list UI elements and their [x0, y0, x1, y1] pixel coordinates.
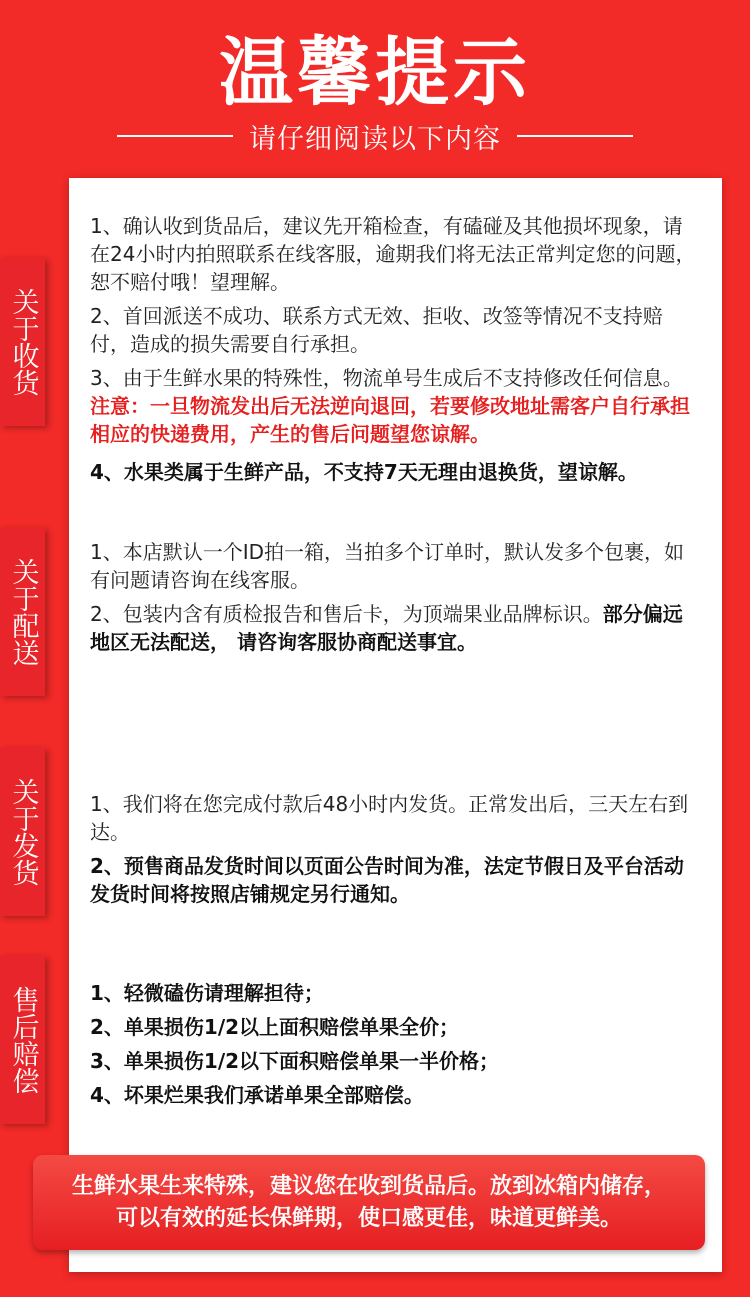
aftersale-item-2: 2、单果损伤1/2以上面积赔偿单果全价； — [90, 1015, 460, 1039]
receipt-item-3-text: 3、由于生鲜水果的特殊性，物流单号生成后不支持修改任何信息。 — [90, 366, 683, 390]
tab-shipping: 关于发货 — [0, 748, 45, 916]
divider-right — [517, 135, 633, 137]
storage-note-line-2: 可以有效的延长保鲜期，使口感更佳，味道更鲜美。 — [115, 1205, 622, 1231]
receipt-item-3-warning: 注意：一旦物流发出后无法逆向退回，若要修改地址需客户自行承担相应的快递费用，产生的售后问题望您谅解。 — [90, 394, 690, 446]
divider-left — [117, 135, 233, 137]
receipt-item-1: 1、确认收到货品后，建议先开箱检查，有磕碰及其他损坏现象，请在24小时内拍照联系在线客服，逾期我们将无法正常判定您的问题，恕不赔付哦！望理解。 — [90, 214, 696, 294]
storage-note-line-1: 生鲜水果生来特殊，建议您在收到货品后。放到冰箱内储存， — [71, 1173, 666, 1199]
tab-aftersale: 售后赔偿 — [0, 956, 45, 1124]
receipt-item-2: 2、首回派送不成功、联系方式无效、拒收、改签等情况不支持赔付，造成的损失需要自行承担。 — [90, 304, 663, 356]
section-receipt — [90, 212, 700, 492]
section-delivery — [90, 538, 700, 662]
shipping-item-2: 2、预售商品发货时间以页面公告时间为准，法定节假日及平台活动发货时间将按照店铺规定另行通知。 — [90, 854, 684, 906]
tab-receipt: 关于收货 — [0, 258, 45, 426]
aftersale-item-4: 4、坏果烂果我们承诺单果全部赔偿。 — [90, 1083, 424, 1107]
page-subtitle: 请仔细阅读以下内容 — [249, 123, 501, 155]
shipping-item-1: 1、我们将在您完成付款后48小时内发货。正常发出后，三天左右到达。 — [90, 792, 689, 844]
delivery-item-2-notice: 部分偏远地区无法配送， 请咨询客服协商配送事宜。 — [90, 602, 683, 654]
page-title: 温馨提示 — [219, 30, 531, 116]
section-aftersale — [90, 976, 700, 1112]
delivery-item-2-text: 2、包装内含有质检报告和售后卡，为顶端果业品牌标识。 — [90, 602, 603, 626]
subtitle-row — [0, 116, 750, 156]
delivery-item-2 — [90, 600, 700, 656]
receipt-item-3 — [90, 364, 700, 448]
section-shipping — [90, 790, 700, 914]
storage-note-banner — [33, 1155, 705, 1250]
aftersale-item-3: 3、单果损伤1/2以下面积赔偿单果一半价格； — [90, 1049, 500, 1073]
delivery-item-1: 1、本店默认一个ID拍一箱，当拍多个订单时，默认发多个包裹，如有问题请咨询在线客服。 — [90, 540, 685, 592]
receipt-item-4: 4、水果类属于生鲜产品，不支持7天无理由退换货，望谅解。 — [90, 460, 638, 484]
aftersale-item-1: 1、轻微磕伤请理解担待； — [90, 981, 324, 1005]
tab-delivery: 关于配送 — [0, 528, 45, 696]
